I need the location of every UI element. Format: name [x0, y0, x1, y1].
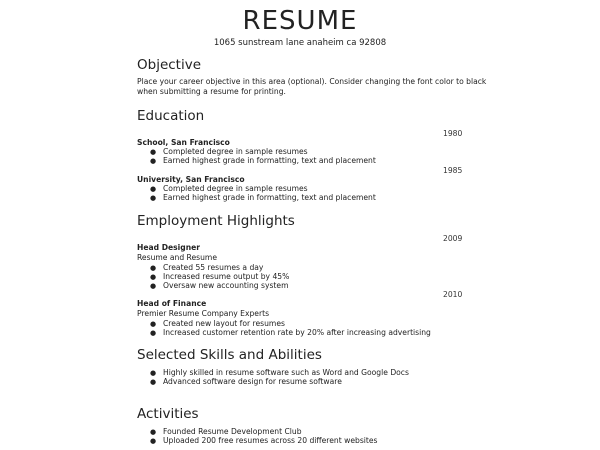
bullet-text: Founded Resume Development Club — [163, 427, 302, 436]
bullet-text: Advanced software design for resume software — [163, 377, 342, 386]
employment-company: Resume and Resume — [137, 253, 218, 262]
objective-line: Place your career objective in this area (optional). Consider changing the font color to black — [137, 77, 487, 86]
employment-heading: Employment Highlights — [137, 213, 295, 229]
resume-title: RESUME — [242, 6, 358, 36]
employment-role: Head Designer — [137, 243, 201, 252]
education-year: 1985 — [443, 166, 463, 175]
education-bullet — [150, 193, 376, 203]
bullet-icon: ● — [150, 157, 157, 165]
activities-heading: Activities — [137, 406, 199, 422]
bullet-icon: ● — [150, 428, 157, 436]
bullet-text: Increased customer retention rate by 20% after increasing advertising — [163, 328, 431, 337]
employment-year: 2009 — [443, 234, 463, 243]
bullet-text: Earned highest grade in formatting, text and placement — [163, 156, 376, 165]
bullet-icon: ● — [150, 282, 157, 290]
bullet-icon: ● — [150, 264, 157, 272]
employment-year: 2010 — [443, 290, 463, 299]
bullet-icon: ● — [150, 378, 157, 386]
objective-line: when submitting a resume for printing. — [137, 87, 286, 96]
bullet-text: Created new layout for resumes — [163, 319, 285, 328]
employment-bullet — [150, 281, 288, 291]
bullet-icon: ● — [150, 329, 157, 337]
bullet-text: Highly skilled in resume software such as Word and Google Docs — [163, 368, 409, 377]
bullet-text: Completed degree in sample resumes — [163, 184, 308, 193]
education-year: 1980 — [443, 129, 463, 138]
bullet-icon: ● — [150, 320, 157, 328]
bullet-text: Earned highest grade in formatting, text and placement — [163, 193, 376, 202]
education-heading: Education — [137, 108, 205, 124]
skills-bullet — [150, 377, 342, 387]
bullet-icon: ● — [150, 194, 157, 202]
employment-bullet — [150, 328, 431, 338]
bullet-icon: ● — [150, 369, 157, 377]
education-bullet — [150, 156, 376, 166]
employment-company: Premier Resume Company Experts — [137, 309, 270, 318]
bullet-text: Oversaw new accounting system — [163, 281, 289, 290]
education-school: School, San Francisco — [137, 138, 230, 147]
bullet-text: Completed degree in sample resumes — [163, 147, 308, 156]
bullet-icon: ● — [150, 185, 157, 193]
bullet-text: Increased resume output by 45% — [163, 272, 290, 281]
bullet-text: Created 55 resumes a day — [163, 263, 264, 272]
bullet-icon: ● — [150, 148, 157, 156]
bullet-text: Uploaded 200 free resumes across 20 different websites — [163, 436, 378, 445]
bullet-icon: ● — [150, 437, 157, 445]
bullet-icon: ● — [150, 273, 157, 281]
employment-role: Head of Finance — [137, 299, 207, 308]
education-school: University, San Francisco — [137, 175, 245, 184]
address-line: 1065 sunstream lane anaheim ca 92808 — [213, 38, 387, 48]
activities-bullet — [150, 436, 378, 446]
objective-heading: Objective — [137, 57, 202, 73]
skills-heading: Selected Skills and Abilities — [137, 347, 322, 363]
